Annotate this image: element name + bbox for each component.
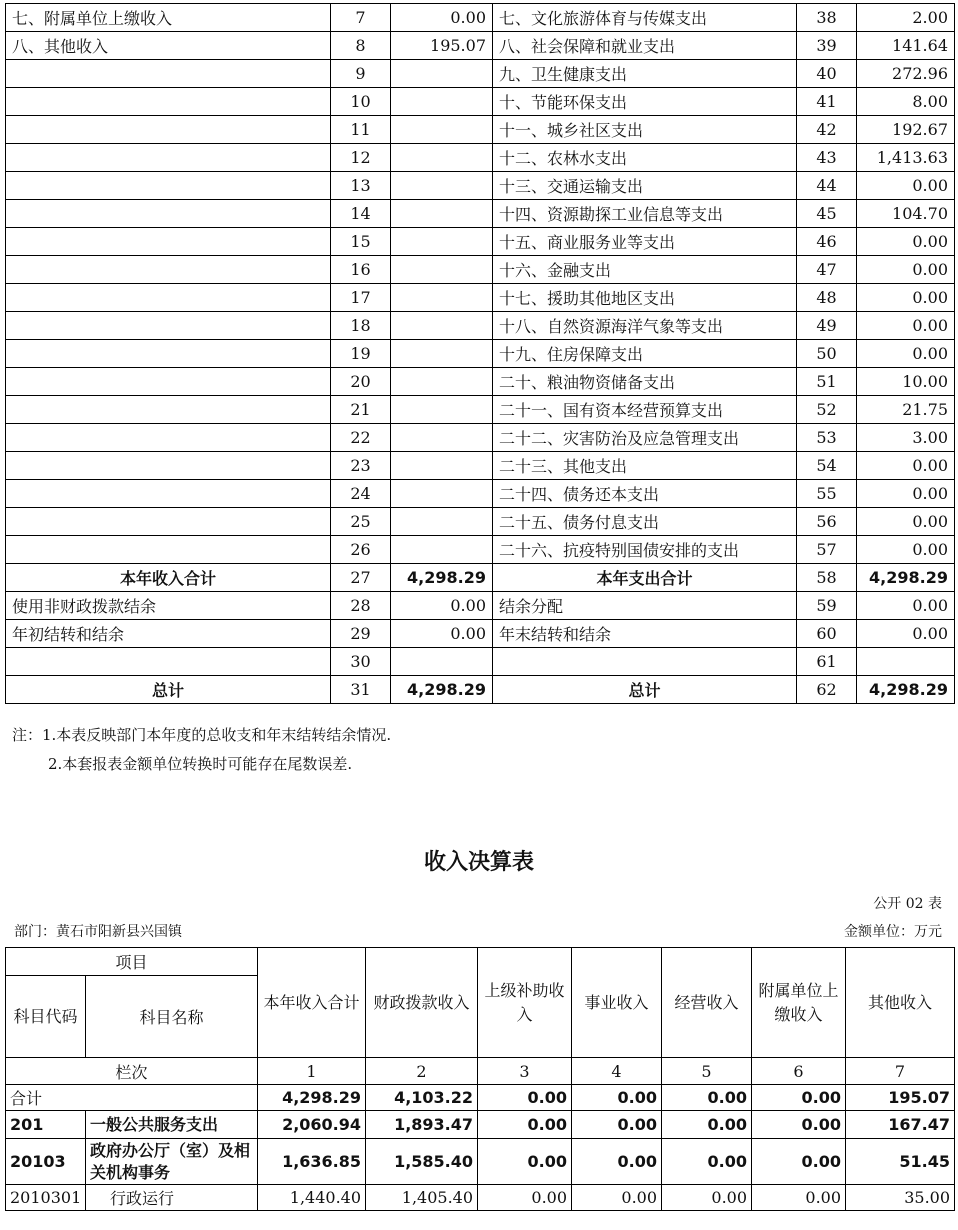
income-amount [391, 452, 493, 480]
expense-label: 十三、交通运输支出 [493, 172, 797, 200]
table-row [6, 4, 955, 32]
expense-label: 九、卫生健康支出 [493, 60, 797, 88]
amount-col-3: 0.00 [478, 1139, 572, 1185]
expense-line-no: 42 [797, 116, 857, 144]
expense-label: 本年支出合计 [493, 564, 797, 592]
income-line-no: 26 [331, 536, 391, 564]
expense-label: 总计 [493, 676, 797, 704]
income-label: 本年收入合计 [6, 564, 331, 592]
expense-amount: 0.00 [857, 312, 955, 340]
income-line-no: 29 [331, 620, 391, 648]
income-label [6, 284, 331, 312]
expense-label: 十一、城乡社区支出 [493, 116, 797, 144]
expense-amount: 0.00 [857, 592, 955, 620]
table-row [6, 424, 955, 452]
table-row [6, 508, 955, 536]
form-number: 公开 02 表 [873, 896, 942, 912]
table-row [6, 1085, 955, 1111]
income-amount [391, 340, 493, 368]
income-amount: 0.00 [391, 620, 493, 648]
expense-line-no: 54 [797, 452, 857, 480]
expense-label: 年末结转和结余 [493, 620, 797, 648]
income-label [6, 340, 331, 368]
amount-col-7: 167.47 [846, 1111, 955, 1139]
income-label: 八、其他收入 [6, 32, 331, 60]
income-label: 使用非财政拨款结余 [6, 592, 331, 620]
income-line-no: 28 [331, 592, 391, 620]
amount-col-6: 0.00 [752, 1111, 846, 1139]
expense-amount: 0.00 [857, 480, 955, 508]
amount-col-3: 0.00 [478, 1185, 572, 1211]
expense-amount: 1,413.63 [857, 144, 955, 172]
expense-amount: 0.00 [857, 256, 955, 284]
expense-label: 十四、资源勘探工业信息等支出 [493, 200, 797, 228]
expense-amount: 0.00 [857, 340, 955, 368]
expense-amount: 192.67 [857, 116, 955, 144]
header-col-5: 经营收入 [662, 948, 752, 1058]
expense-line-no: 47 [797, 256, 857, 284]
expense-label: 七、文化旅游体育与传媒支出 [493, 4, 797, 32]
expense-line-no: 53 [797, 424, 857, 452]
expense-amount: 272.96 [857, 60, 955, 88]
income-line-no: 7 [331, 4, 391, 32]
expense-amount: 0.00 [857, 284, 955, 312]
income-label: 总计 [6, 676, 331, 704]
expense-line-no: 62 [797, 676, 857, 704]
note-line-1: 注：1.本表反映部门本年度的总收支和年末结转结余情况. [12, 726, 392, 744]
income-table-body [6, 1085, 955, 1211]
amount-col-7: 51.45 [846, 1139, 955, 1185]
income-label: 年初结转和结余 [6, 620, 331, 648]
header-col-6: 附属单位上缴收入 [752, 948, 846, 1058]
income-label [6, 256, 331, 284]
table-row [6, 676, 955, 704]
income-line-no: 22 [331, 424, 391, 452]
expense-line-no: 41 [797, 88, 857, 116]
table-row [6, 172, 955, 200]
table-row [6, 620, 955, 648]
income-line-no: 21 [331, 396, 391, 424]
income-line-no: 12 [331, 144, 391, 172]
table-row [6, 144, 955, 172]
expense-amount: 141.64 [857, 32, 955, 60]
expense-label: 十、节能环保支出 [493, 88, 797, 116]
expense-amount: 4,298.29 [857, 676, 955, 704]
amount-unit-label: 金额单位：万元 [844, 924, 942, 940]
expense-label: 二十、粮油物资储备支出 [493, 368, 797, 396]
income-amount [391, 60, 493, 88]
expense-amount: 4,298.29 [857, 564, 955, 592]
income-amount [391, 536, 493, 564]
table-row [6, 536, 955, 564]
table-row [6, 228, 955, 256]
table-row [6, 1185, 955, 1211]
table-row [6, 648, 955, 676]
amount-col-2: 1,585.40 [366, 1139, 478, 1185]
amount-col-4: 0.00 [572, 1085, 662, 1111]
income-amount [391, 144, 493, 172]
income-label [6, 88, 331, 116]
amount-col-4: 0.00 [572, 1111, 662, 1139]
expense-label [493, 648, 797, 676]
income-line-no: 30 [331, 648, 391, 676]
table-row [6, 116, 955, 144]
subject-code: 20103 [6, 1139, 86, 1185]
income-amount [391, 116, 493, 144]
expense-amount: 3.00 [857, 424, 955, 452]
header-col-line: 栏次 [6, 1058, 258, 1085]
expense-label: 二十三、其他支出 [493, 452, 797, 480]
expense-amount: 2.00 [857, 4, 955, 32]
header-col-2: 财政拨款收入 [366, 948, 478, 1058]
subject-code: 2010301 [6, 1185, 86, 1211]
amount-col-2: 4,103.22 [366, 1085, 478, 1111]
expense-label: 十二、农林水支出 [493, 144, 797, 172]
header-name: 科目名称 [86, 976, 258, 1058]
income-line-no: 11 [331, 116, 391, 144]
income-label [6, 424, 331, 452]
amount-col-4: 0.00 [572, 1185, 662, 1211]
expense-amount: 0.00 [857, 228, 955, 256]
summary-table-body [6, 4, 955, 704]
income-line-no: 27 [331, 564, 391, 592]
amount-col-2: 1,405.40 [366, 1185, 478, 1211]
amount-col-1: 4,298.29 [258, 1085, 366, 1111]
table-row [6, 340, 955, 368]
expense-line-no: 43 [797, 144, 857, 172]
expense-amount [857, 648, 955, 676]
income-label [6, 396, 331, 424]
expense-label: 十六、金融支出 [493, 256, 797, 284]
income-label [6, 60, 331, 88]
table-row [6, 32, 955, 60]
col-num-5: 5 [662, 1058, 752, 1085]
table-row [6, 256, 955, 284]
table-row [6, 396, 955, 424]
amount-col-5: 0.00 [662, 1139, 752, 1185]
table-row [6, 312, 955, 340]
income-line-no: 25 [331, 508, 391, 536]
expense-amount: 10.00 [857, 368, 955, 396]
expense-line-no: 48 [797, 284, 857, 312]
expense-label: 结余分配 [493, 592, 797, 620]
table-row [6, 368, 955, 396]
expense-line-no: 56 [797, 508, 857, 536]
expense-line-no: 51 [797, 368, 857, 396]
income-line-no: 23 [331, 452, 391, 480]
income-label [6, 452, 331, 480]
col-num-7: 7 [846, 1058, 955, 1085]
income-amount [391, 648, 493, 676]
expense-line-no: 49 [797, 312, 857, 340]
amount-col-3: 0.00 [478, 1085, 572, 1111]
income-amount: 4,298.29 [391, 564, 493, 592]
table-row [6, 592, 955, 620]
income-line-no: 10 [331, 88, 391, 116]
subject-code: 201 [6, 1111, 86, 1139]
income-amount: 0.00 [391, 4, 493, 32]
income-amount [391, 424, 493, 452]
amount-col-6: 0.00 [752, 1185, 846, 1211]
income-label [6, 312, 331, 340]
amount-col-7: 195.07 [846, 1085, 955, 1111]
amount-col-5: 0.00 [662, 1085, 752, 1111]
amount-col-4: 0.00 [572, 1139, 662, 1185]
expense-line-no: 40 [797, 60, 857, 88]
income-label [6, 648, 331, 676]
income-label: 七、附属单位上缴收入 [6, 4, 331, 32]
amount-col-5: 0.00 [662, 1185, 752, 1211]
income-label [6, 508, 331, 536]
income-amount: 4,298.29 [391, 676, 493, 704]
amount-col-6: 0.00 [752, 1085, 846, 1111]
col-num-3: 3 [478, 1058, 572, 1085]
income-label [6, 228, 331, 256]
income-amount [391, 368, 493, 396]
note-line-2: 2.本套报表金额单位转换时可能存在尾数误差. [48, 755, 353, 773]
subject-name: 政府办公厅（室）及相关机构事务 [86, 1139, 258, 1185]
expense-amount: 0.00 [857, 508, 955, 536]
income-label [6, 480, 331, 508]
income-line-no: 9 [331, 60, 391, 88]
expense-label: 十八、自然资源海洋气象等支出 [493, 312, 797, 340]
income-label [6, 200, 331, 228]
income-line-no: 13 [331, 172, 391, 200]
income-amount [391, 172, 493, 200]
income-label [6, 172, 331, 200]
expense-line-no: 44 [797, 172, 857, 200]
expense-line-no: 46 [797, 228, 857, 256]
expense-amount: 8.00 [857, 88, 955, 116]
income-line-no: 8 [331, 32, 391, 60]
income-label [6, 536, 331, 564]
income-amount [391, 256, 493, 284]
income-amount [391, 228, 493, 256]
income-line-no: 19 [331, 340, 391, 368]
income-table [5, 947, 955, 1211]
col-num-1: 1 [258, 1058, 366, 1085]
income-amount [391, 508, 493, 536]
table-row [6, 88, 955, 116]
expense-amount: 104.70 [857, 200, 955, 228]
table-row [6, 452, 955, 480]
table-row [6, 60, 955, 88]
table-row [6, 480, 955, 508]
amount-col-6: 0.00 [752, 1139, 846, 1185]
col-num-6: 6 [752, 1058, 846, 1085]
expense-line-no: 60 [797, 620, 857, 648]
expense-label: 八、社会保障和就业支出 [493, 32, 797, 60]
table-row [6, 284, 955, 312]
header-col-3: 上级补助收入 [478, 948, 572, 1058]
income-amount [391, 88, 493, 116]
header-item: 项目 [6, 948, 258, 976]
header-col-1: 本年收入合计 [258, 948, 366, 1058]
expense-line-no: 59 [797, 592, 857, 620]
amount-col-2: 1,893.47 [366, 1111, 478, 1139]
income-line-no: 15 [331, 228, 391, 256]
expense-label: 二十五、债务付息支出 [493, 508, 797, 536]
col-num-4: 4 [572, 1058, 662, 1085]
expense-line-no: 45 [797, 200, 857, 228]
expense-label: 二十四、债务还本支出 [493, 480, 797, 508]
expense-label: 十九、住房保障支出 [493, 340, 797, 368]
income-label [6, 116, 331, 144]
expense-line-no: 38 [797, 4, 857, 32]
income-amount [391, 396, 493, 424]
expense-label: 十七、援助其他地区支出 [493, 284, 797, 312]
expense-label: 二十二、灾害防治及应急管理支出 [493, 424, 797, 452]
header-code: 科目代码 [6, 976, 86, 1058]
income-label [6, 368, 331, 396]
summary-table [5, 3, 955, 704]
amount-col-1: 1,636.85 [258, 1139, 366, 1185]
col-num-2: 2 [366, 1058, 478, 1085]
expense-line-no: 39 [797, 32, 857, 60]
expense-amount: 21.75 [857, 396, 955, 424]
amount-col-3: 0.00 [478, 1111, 572, 1139]
income-amount [391, 284, 493, 312]
income-line-no: 24 [331, 480, 391, 508]
income-amount [391, 312, 493, 340]
income-line-no: 17 [331, 284, 391, 312]
amount-col-5: 0.00 [662, 1111, 752, 1139]
subject-name: 一般公共服务支出 [86, 1111, 258, 1139]
income-line-no: 31 [331, 676, 391, 704]
expense-line-no: 52 [797, 396, 857, 424]
income-label [6, 144, 331, 172]
subject-name: 行政运行 [86, 1185, 258, 1211]
amount-col-7: 35.00 [846, 1185, 955, 1211]
header-col-7: 其他收入 [846, 948, 955, 1058]
amount-col-1: 2,060.94 [258, 1111, 366, 1139]
expense-label: 十五、商业服务业等支出 [493, 228, 797, 256]
income-line-no: 20 [331, 368, 391, 396]
income-line-no: 18 [331, 312, 391, 340]
expense-line-no: 57 [797, 536, 857, 564]
header-col-4: 事业收入 [572, 948, 662, 1058]
expense-line-no: 61 [797, 648, 857, 676]
income-table-title: 收入决算表 [423, 850, 534, 875]
table-row [6, 1139, 955, 1185]
department-label: 部门：黄石市阳新县兴国镇 [14, 924, 182, 940]
income-amount: 0.00 [391, 592, 493, 620]
table-row [6, 564, 955, 592]
income-line-no: 14 [331, 200, 391, 228]
row-label: 合计 [6, 1085, 258, 1111]
income-amount [391, 200, 493, 228]
expense-amount: 0.00 [857, 172, 955, 200]
income-line-no: 16 [331, 256, 391, 284]
table-row [6, 200, 955, 228]
expense-label: 二十一、国有资本经营预算支出 [493, 396, 797, 424]
expense-amount: 0.00 [857, 536, 955, 564]
expense-line-no: 55 [797, 480, 857, 508]
income-amount [391, 480, 493, 508]
amount-col-1: 1,440.40 [258, 1185, 366, 1211]
expense-line-no: 50 [797, 340, 857, 368]
income-amount: 195.07 [391, 32, 493, 60]
expense-amount: 0.00 [857, 620, 955, 648]
expense-label: 二十六、抗疫特别国债安排的支出 [493, 536, 797, 564]
table-row [6, 1111, 955, 1139]
expense-line-no: 58 [797, 564, 857, 592]
expense-amount: 0.00 [857, 452, 955, 480]
